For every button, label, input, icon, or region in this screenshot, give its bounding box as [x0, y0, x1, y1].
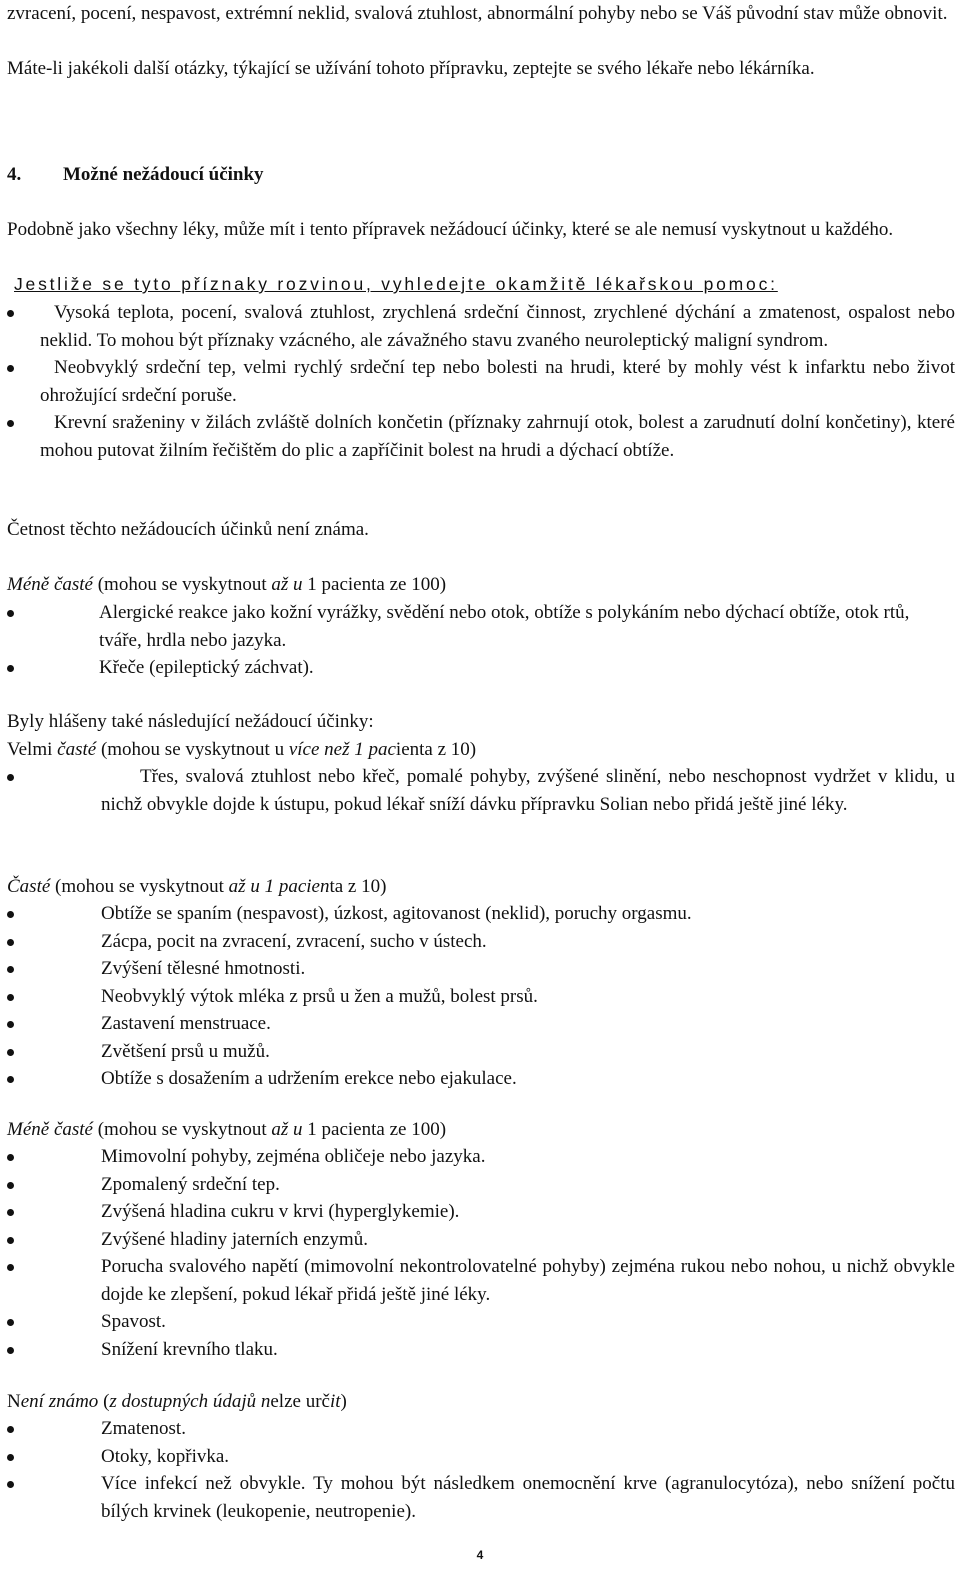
bullet	[7, 1209, 14, 1216]
common-label: Časté (mohou se vyskytnout až u 1 pacienta z 10)	[7, 876, 387, 897]
bullet	[7, 1481, 14, 1488]
list-item: Otoky, kopřivka.	[0, 1443, 955, 1471]
bullet	[7, 365, 14, 372]
bullet	[7, 994, 14, 1001]
bullet	[7, 665, 14, 672]
list-item: Neobvyklý srdeční tep, velmi rychlý srdeční tep nebo bolesti na hrudi, které by mohly vést k infarktu nebo život ohrožující srdeční poruše.	[0, 354, 955, 409]
list-item: Zácpa, pocit na zvracení, zvracení, sucho v ústech.	[0, 928, 955, 956]
very-common-list	[0, 763, 955, 818]
list-item: Neobvyklý výtok mléka z prsů u žen a mužů, bolest prsů.	[0, 983, 955, 1011]
list-item: Zpomalený srdeční tep.	[0, 1171, 955, 1199]
uncommon-label-2: Méně časté (mohou se vyskytnout až u 1 pacienta ze 100)	[7, 1119, 447, 1140]
bullet	[7, 966, 14, 973]
list-item: Spavost.	[0, 1308, 955, 1336]
uncommon-label-1: Méně časté (mohou se vyskytnout až u 1 pacienta ze 100)	[7, 574, 447, 595]
bullet	[7, 1347, 14, 1354]
bullet	[7, 1076, 14, 1083]
list-item: Třes, svalová ztuhlost nebo křeč, pomalé pohyby, zvýšené slinění, nebo neschopnost vydržet v klidu, u nichž obvykle dojde k ústupu, pokud lékař sníží dávku přípravku Solian nebo přidá ještě jiné léky.	[0, 763, 955, 818]
list-item: Zastavení menstruace.	[0, 1010, 955, 1038]
bullet	[7, 1319, 14, 1326]
frequency-note: Četnost těchto nežádoucích účinků není známa.	[7, 519, 369, 540]
list-item: Zvýšené hladiny jaterních enzymů.	[0, 1226, 955, 1254]
bullet	[7, 1049, 14, 1056]
section-number: 4.	[7, 164, 22, 185]
list-item: Snížení krevního tlaku.	[0, 1336, 955, 1364]
bullet	[7, 420, 14, 427]
bullet	[7, 1182, 14, 1189]
general-statement: Podobně jako všechny léky, může mít i tento přípravek nežádoucí účinky, které se ale nemusí vyskytnout u každého.	[7, 219, 894, 240]
list-item: Mimovolní pohyby, zejména obličeje nebo jazyka.	[0, 1143, 955, 1171]
bullet	[7, 1021, 14, 1028]
uncommon-list-2	[0, 1143, 955, 1363]
uncommon-list-1	[0, 599, 955, 682]
page-number: 4	[476, 1548, 484, 1562]
bullet	[7, 1237, 14, 1244]
bullet	[7, 1426, 14, 1433]
warning-line	[14, 271, 960, 299]
reported-line: Byly hlášeny také následující nežádoucí účinky:	[7, 711, 374, 732]
unknown-label: Není známo (z dostupných údajů nelze určit)	[7, 1391, 347, 1412]
common-list	[0, 900, 955, 1093]
questions-paragraph: Máte-li jakékoli další otázky, týkající se užívání tohoto přípravku, zeptejte se svého lékaře nebo lékárníka.	[7, 58, 815, 79]
intro-paragraph: zvracení, pocení, nespavost, extrémní neklid, svalová ztuhlost, abnormální pohyby nebo se Váš původní stav může obnovit.	[7, 3, 948, 24]
list-item: Zmatenost.	[0, 1415, 955, 1443]
list-item: Obtíže se spaním (nespavost), úzkost, agitovanost (neklid), poruchy orgasmu.	[0, 900, 955, 928]
list-item: Porucha svalového napětí (mimovolní nekontrolovatelné pohyby) zejména rukou nebo nohou, u nichž obvykle dojde ke zlepšení, pokud lékař přidá ještě jiné léky.	[0, 1253, 955, 1308]
warning-text: Jestliže se tyto příznaky rozvinou, vyhledejte okamžitě lékařskou pomoc:	[14, 274, 778, 294]
bullet	[7, 1454, 14, 1461]
bullet	[7, 939, 14, 946]
list-item: Zvýšená hladina cukru v krvi (hyperglykemie).	[0, 1198, 955, 1226]
list-item: Zvýšení tělesné hmotnosti.	[0, 955, 955, 983]
list-item: Krevní sraženiny v žilách zvláště dolních končetin (příznaky zahrnují otok, bolest a zarudnutí dolní končetiny), které mohou putovat žilním řečištěm do plic a zapříčinit bolest na hrudi a dýchací obtíže.	[0, 409, 955, 464]
list-item: Více infekcí než obvykle. Ty mohou být následkem onemocnění krve (agranulocytóza), nebo snížení počtu bílých krvinek (leukopenie, neutropenie).	[0, 1470, 955, 1525]
very-common-label: Velmi časté (mohou se vyskytnout u více než 1 pacienta z 10)	[7, 739, 477, 760]
unknown-list	[0, 1415, 955, 1525]
list-item: Alergické reakce jako kožní vyrážky, svědění nebo otok, obtíže s polykáním nebo dýchací obtíže, otok rtů, tváře, hrdla nebo jazyka.	[0, 599, 955, 654]
urgent-list	[0, 299, 955, 464]
list-item: Vysoká teplota, pocení, svalová ztuhlost, zrychlená srdeční činnost, zrychlené dýchání a zmatenost, ospalost nebo neklid. To mohou být příznaky vzácného, ale závažného stavu zvaného neuroleptický maligní syndrom.	[0, 299, 955, 354]
bullet	[7, 1264, 14, 1271]
bullet	[7, 911, 14, 918]
section-heading	[7, 161, 264, 189]
section-title: Možné nežádoucí účinky	[63, 164, 264, 185]
bullet	[7, 774, 14, 781]
bullet	[7, 310, 14, 317]
list-item: Křeče (epileptický záchvat).	[0, 654, 955, 682]
bullet	[7, 610, 14, 617]
bullet	[7, 1154, 14, 1161]
list-item: Zvětšení prsů u mužů.	[0, 1038, 955, 1066]
list-item: Obtíže s dosažením a udržením erekce nebo ejakulace.	[0, 1065, 955, 1093]
